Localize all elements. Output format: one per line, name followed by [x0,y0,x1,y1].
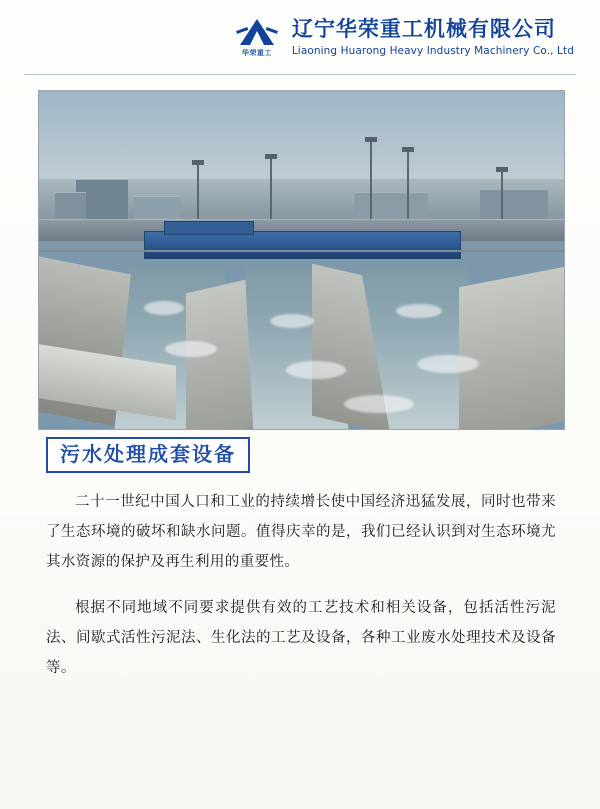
section-title-banner [46,437,250,473]
photo-foam [396,304,442,318]
photo-light-pole [501,172,503,226]
page-header [0,0,600,74]
company-name-en: Liaoning Huarong Heavy Industry Machinery Co., Ltd [291,44,574,57]
photo-light-pole [370,142,372,227]
body-content [46,487,556,699]
photo-foam [344,395,414,413]
paragraph: 二十一世纪中国人口和工业的持续增长使中国经济迅猛发展，同时也带来了生态环境的破坏和缺水问题。值得庆幸的是，我们已经认识到对生态环境尤其水资源的保护及再生利用的重要性。 [46,494,556,570]
company-brand [232,17,574,58]
photo-foam [270,314,314,328]
photo-foam [165,341,217,357]
photo-light-pole [407,152,409,226]
header-divider [24,74,576,75]
photo-light-pole [197,165,199,226]
huarong-logo-icon [234,17,280,47]
photo-bridge-scraper [144,231,461,258]
company-name-cn: 辽宁华荣重工机械有限公司 [291,17,556,42]
photo-foam [144,301,184,315]
company-logo [232,17,282,58]
photo-foam [417,355,479,373]
paragraph: 根据不同地域不同要求提供有效的工艺技术和相关设备，包括活性污泥法、间歇式活性污泥法、生化法的工艺及设备，各种工业废水处理技术及设备等。 [46,600,556,676]
photo-railing [39,250,564,252]
photo-tank-wall [459,260,564,429]
wastewater-plant-photo [38,90,565,430]
photo-illustration [39,91,564,429]
section-title: 污水处理成套设备 [60,442,236,466]
logo-caption: 华荣重工 [241,48,272,57]
photo-light-pole [270,159,272,227]
company-name-block [292,17,574,56]
